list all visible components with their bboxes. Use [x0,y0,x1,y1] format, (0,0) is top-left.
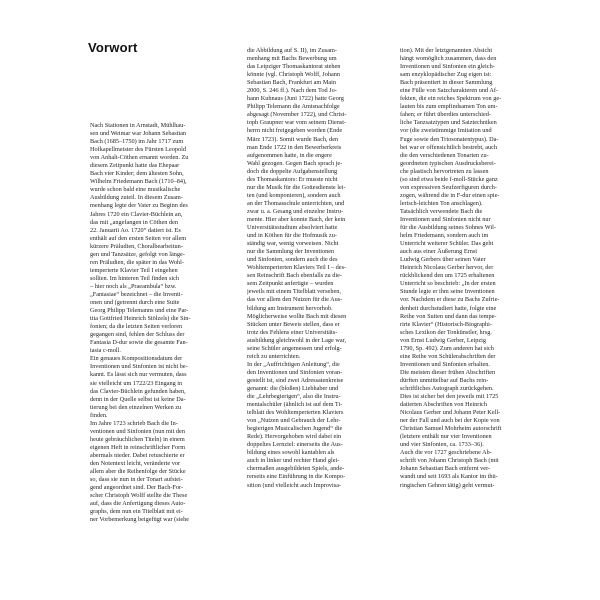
text-line: doppeltes Lernziel: einerseits die Aus- [247,441,343,449]
text-line: schriftliches Autograph zurückgehen. [400,384,494,392]
text-line: gestellt ist, sind zwei Adressatenkreise [247,376,344,384]
text-line: fonien; da die letzten Seiten verloren [90,323,183,331]
text-line: Tatsächlich verwendete Bach die [400,207,483,215]
text-line: und Sinfonien, sondern auch die des [247,256,338,264]
text-line: menhang mit Bachs Bewerbung um [247,55,337,63]
text-line: Christian Samuel Mohrheim autorschrift [400,425,502,433]
text-line: Sebastian Bach, Frankfurt am Main [247,79,337,87]
text-line: seine Schüler angemessen und erfolg- [247,344,342,352]
text-line: telblatt des Wohltemperierten Klaviers [247,409,344,417]
text-line: Möglicherweise wollte Bach mit diesen [247,312,347,320]
text-line: datierten Abschriften von Heinrich [400,401,487,409]
text-line: für die Ausbildung seines Sohnes Wil- [400,224,496,232]
text-line: kannt. Es lässt sich nur vermuten, dass [90,371,187,379]
text-line: gend angeordnet sind. Der Bach-For- [90,484,184,492]
text-line: 2000, S. 246 ff.). Nach dem Tod Jo- [247,87,337,95]
text-line: abgesagt (November 1722), und Christ- [247,111,347,119]
text-line: März 1723). Somit wurde Bach, den [247,135,339,143]
text-line: und in Köthen für die Hofmusik zu- [247,232,337,240]
text-line: Jahres 1720 ein Clavier-Büchlein an, [90,210,183,218]
text-line: denn in der Quelle selbst ist keine Da- [90,395,186,403]
text-line: bildung am Instrument hervorhob. [247,304,333,312]
text-line: ringischen Gehren tätig) geht vermut- [400,481,495,489]
text-line: von Ernst Ludwig Gerber, Leipzig [400,336,487,344]
text-line: gegangen sind, fehlen der Schluss der [90,331,185,339]
text-line: sem Zeitpunkt anfertigte – wurden [247,280,334,288]
text-line: graphs, dem nun ein Titelblatt mit ei- [90,508,183,516]
text-line: kürzere Präludien, Choralbearbeitun- [90,242,183,250]
text-line: denheit durchstudiert hatte, folgte eine [400,304,497,312]
text-line: von Anhalt-Cöthen ernannt worden. Zu [90,154,189,162]
text-line: so, dass sie nun in der Tonart aufstei- [90,476,183,484]
text-line: toph Graupner war vom seinem Dienst- [247,119,347,127]
text-line: Auch die vor 1727 geschriebene Ab- [400,449,492,457]
text-line: fahen; er führt überdies unterschied- [400,111,491,119]
text-line: eigenen Heft in reinschriftlicher Form [90,443,186,451]
text-line: Universitätsstudium absolviert hatte [247,224,338,232]
text-line: tion). Mit der letztgenannten Absicht [400,47,493,54]
text-line: Johann Sebastian Bach entfernt ver- [400,465,491,473]
text-line: enthält auf den ersten Seiten vor allem [90,234,187,242]
text-line: nur die Sammlung der Inventionen [247,248,335,256]
text-line: könnte (vgl. Christoph Wolff, Johann [247,71,341,79]
text-line: Heinrich Nicolaus Gerber hervor, der [400,264,494,272]
text-line: Bach präsentiert in dieser Sammlung [400,79,493,87]
text-line: ner Vorbemerkung beigefügt war (siehe [90,516,190,524]
text-line: Fantasia D-dur sowie die gesamte Fan- [90,339,188,347]
text-line: lauten bis zum empfindsamen Ton um- [400,103,498,111]
page-title: Vorwort [88,40,138,55]
text-line: das vor allem den Nutzen für die Aus- [247,296,343,304]
text-line: zwar u. a. Gesang und einzelne Instru- [247,207,344,215]
text-line: In der „Auffrichtigen Anleitung“, die [247,360,340,368]
text-line: Wohltemperierten Klaviers Teil I – des- [247,264,347,272]
text-line: onen und (getrennt durch eine Suite [90,299,180,307]
text-line: rückblickend den um 1725 erhaltenen [400,272,495,280]
text-line: aufgenommen hatte, in die engere [247,151,332,159]
text-line: sam enzyklopädischer Zug eigen ist: [400,71,492,79]
text-line: tierung bei den einzelnen Werken zu [90,403,182,411]
text-line: Wilhelm Friedemann Bach (1710–84), [90,178,187,186]
text-line: ständig war, wenig vorweisen. Nicht [247,240,339,248]
text-line: den Notentext leicht, veränderte vor [90,459,181,467]
text-line: Rede). Hervorgehoben wird dabei ein [247,433,342,441]
text-line: Reihe von Suiten und dann das tempe- [400,312,497,320]
text-line: zogen, während die in F-dur einen spie- [400,191,500,199]
text-line: bildung eines sowohl kantablen als [247,449,335,457]
text-line: nur die Musik für die Gottesdienste lei- [247,183,346,191]
text-line: sollten. Im hinteren Teil finden sich [90,274,180,282]
text-line: che plastisch hervortreten zu lassen [400,167,489,175]
text-line: eine Fülle von Satzcharakteren und Af- [400,87,499,95]
text-line: und vier Sinfonien, ca. 1733–36). [400,441,484,449]
text-line: sen und Weimar war Johann Sebastian [90,130,187,138]
text-line: mente. Hier aber konnte Bach, der kein [247,215,346,223]
text-line: bei war er offensichtlich bestrebt, auch [400,143,498,151]
text-line: 1790, Sp. 492). Zum anderen hat sich [400,344,494,352]
text-line: ausbildung gleichwohl in der Lage war, [247,336,347,344]
text-line: auch aus einer Äußerung Ernst [400,248,478,256]
text-line: Wahl gezogen. Gegen Bach sprach je- [247,159,343,167]
text-line: Inventionen und Sinfonien nicht nur [400,215,491,223]
text-line: liche Tanzsatztypen und Satztechniken [400,119,497,127]
text-line: mentalschüler (ähnlich ist auf dem Ti- [247,401,343,409]
text-line: 22. Januarii Ao. 1720“ datiert ist. Es [90,226,181,234]
text-line: ten (und komponieren), sondern auch [247,191,341,199]
text-line: rerseits eine Einführung in die Kompo- [247,473,346,481]
text-line: Dies ist sicher bei den jeweils mit 1725 [400,393,499,401]
text-line: chermaßen ausgebildeten Spiels, ande- [247,465,345,473]
text-column-2 [247,47,397,490]
text-line: hängt womöglich zusammen, dass den [400,55,497,63]
text-line: fekten, die ein reiches Spektrum von ge- [400,95,502,103]
text-line: wurde schon bald eine musikalische [90,186,181,194]
text-line: sie vielleicht um 1722/23 Eingang in [90,379,183,387]
text-line: begierigen Musicalischen Jugend“ die [247,425,343,433]
text-line: Die meisten dieser frühen Abschriften [400,368,496,376]
text-line: auf, dass die Anfertigung dieses Auto- [90,500,186,508]
text-line: (letztere enthält nur vier Inventionen [400,433,492,441]
text-line: Stücken unter Beweis stellen, dass er [247,320,340,328]
text-line: ner der Fall und auch bei der Kopie von [400,417,500,425]
text-line: temperierte Klavier Teil I eingehen [90,266,178,274]
text-line: sition (und vielleicht auch Improvisa- [247,481,342,489]
text-line: von expressiven Seufzerfiguren durch- [400,183,498,191]
text-line: rirte Klavier“ (Historisch-Biographi- [400,320,492,328]
text-line: tasia c-moll. [90,347,121,355]
text-line: sen Reinschrift Bach ebenfalls zu die- [247,272,342,280]
text-line: allem aber die Reihenfolge der Stücke [90,468,186,476]
text-line: Im Jahre 1723 schrieb Bach die In- [90,419,178,427]
text-line: lerisch-leichten Ton anschlagen). [400,199,483,207]
text-line: abermals nieder. Dabei retuschierte er [90,451,185,459]
text-line: wandt und seit 1693 als Kantor im thü- [400,473,498,481]
text-line: Nicolaus Gerber und Johann Peter Kell- [400,409,501,417]
text-line: Ludwig Gerbers über seinen Vater [400,256,486,264]
text-line: (so sind etwa beide f-moll-Stücke ganz [400,175,498,183]
text-column-3 [400,47,550,490]
text-line: helm Friedemann, sondern auch im [400,232,489,240]
text-line: die „Lehrbegierigen“, also die Instru- [247,393,341,401]
text-line: Ausbildung zuteil. In diesem Zusam- [90,194,183,202]
text-line: Inventionen und Sinfonien ist nicht be- [90,363,188,371]
text-line: von „Nutzen und Gebrauch der Lehr- [247,417,341,425]
text-line: Unterricht so beschrieb: „In der ersten [400,280,496,288]
text-line: vor (die zweistimmige Imitation und [400,127,492,135]
text-line: eine Reihe von Schülerabschriften der [400,352,496,360]
text-line: scher Christoph Wolff stellte die These [90,492,188,500]
text-line: man Ende 1722 in den Bewerberkreis [247,143,342,151]
text-line: Fuge sowie den Triosonatentypus). Da- [400,135,499,143]
text-line: – hier noch als „Praeambula“ bzw. [90,282,177,290]
text-line: geordneten typischen Ausdrucksberei- [400,159,496,167]
text-line: Hofkapellmeister des Fürsten Leopold [90,146,186,154]
text-line: Philipp Telemann die Amtsnachfolge [247,103,340,111]
text-line: menhang legte der Vater zu Beginn des [90,202,188,210]
text-line: Unterricht weiterer Schüler. Das geht [400,240,494,248]
text-column-1 [90,122,240,524]
text-line: das Clavier-Büchlein gefunden haben, [90,387,186,395]
text-line: reich zu unterrichten. [247,352,301,360]
text-line: Nach Stationen in Arnstadt, Mühlhau- [90,122,186,129]
text-line: herrn nicht freigegeben worden (Ende [247,127,343,135]
text-line: dürften unmittelbar auf Bachs rein- [400,376,489,384]
text-line: heute gebräuchlichen Titeln) in einem [90,435,185,443]
text-line: Georg Philipp Telemanns und eine Par- [90,307,189,315]
text-line: finden. [90,411,108,419]
text-line: Bach vier Kinder; dem ältesten Sohn, [90,170,184,178]
text-line: vor. Nachdem er diese zu Bachs Zufrie- [400,296,500,304]
text-line: jeweils mit einem Titelblatt versehen, [247,288,341,296]
text-line: Stunde legte er ihm seine Inventionen [400,288,495,296]
text-line: an der Thomasschule unterrichten, und [247,199,345,207]
text-line: ren Präludien, die später in das Wohl- [90,258,184,266]
text-line: diesem Zeitpunkt hatte das Ehepaar [90,162,180,170]
text-line: tita Gottfried Heinrich Stölzels) die Sin- [90,315,191,323]
text-line: hann Kuhnaus (Juni 1722) hatte Georg [247,95,344,103]
text-line: Inventionen und Sinfonien erhalten. [400,360,490,368]
text-line: das mit „angefangen in Cöthen den [90,218,178,226]
text-line: ventionen und Sinfonien (nun mit den [90,427,185,435]
text-line: doch die doppelte Aufgabenstellung [247,167,338,175]
text-line: Inventionen und Sinfonien ein gleich- [400,63,495,71]
text-line: die den verschiedenen Tonarten zu- [400,151,489,159]
text-line: des Thomaskantors: Er musste nicht [247,175,338,183]
text-line: auch in linker und rechter Hand glei- [247,457,340,465]
text-line: „Fantasiae“ bezeichnet – die Inventi- [90,290,183,298]
text-line: das Leipziger Thomaskantorat stehen [247,63,341,71]
text-line: schrift von Johann Christoph Bach (mit [400,457,499,465]
text-line: sches Lexikon der Tonkünstler, hrsg. [400,328,492,336]
text-line: den Inventionen und Sinfonien voran- [247,368,343,376]
text-line: gen und Tanzsätze, gefolgt von länge- [90,250,185,258]
text-line: Ein genaues Kompositionsdatum der [90,355,183,363]
text-line: Bach (1685–1750) im Jahr 1717 zum [90,138,184,146]
text-line: die Abbildung auf S. II), im Zusam- [247,47,337,54]
text-line: genannt: die (bloßen) Liebhaber und [247,384,339,392]
text-line: trotz des Fehlens einer Universitäts- [247,328,338,336]
